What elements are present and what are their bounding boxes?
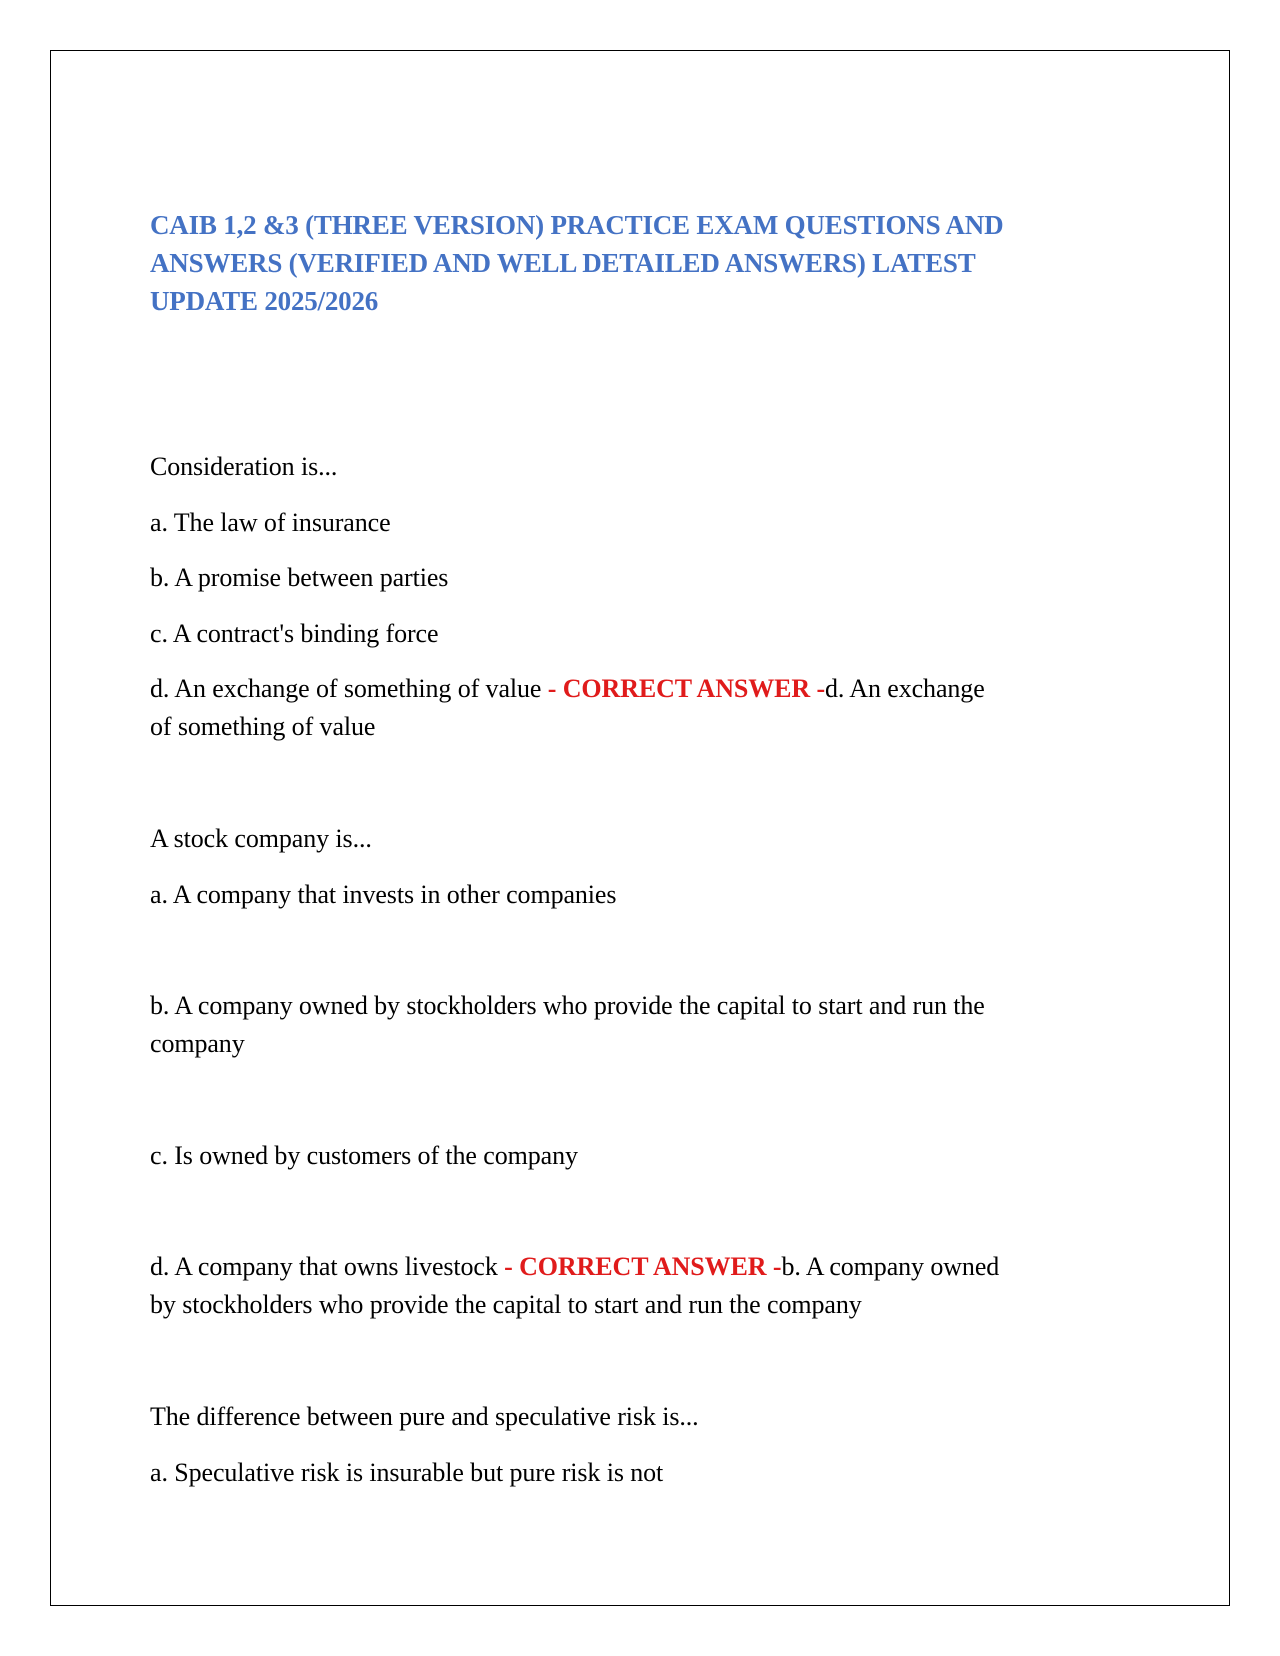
title-line: UPDATE 2025/2026 [150,286,379,316]
option-b: b. A promise between parties [150,563,449,592]
option-d: d. A company that owns livestock [150,1252,505,1281]
option-b: b. A company owned by stockholders who provide the capital to start and run the [150,991,985,1020]
option-d-with-answer [150,1248,1130,1324]
option-c: c. Is owned by customers of the company [150,1141,578,1170]
option-c: c. A contract's binding force [150,619,439,648]
correct-answer-marker: - CORRECT ANSWER - [547,674,826,703]
correct-answer-text: d. An exchange [825,674,985,703]
question-stem: The difference between pure and speculative risk is... [150,1402,699,1431]
correct-answer-text: b. A company owned [781,1252,1000,1281]
option-d-with-answer [150,670,1130,746]
option-b-continued: company [150,1029,245,1058]
document-body [150,206,1130,1487]
option-a: a. The law of insurance [150,508,391,537]
correct-answer-text-continued: of something of value [150,712,376,741]
question-stem: Consideration is... [150,452,338,481]
option-a: a. Speculative risk is insurable but pure risk is not [150,1458,664,1487]
option-d: d. An exchange of something of value [150,674,548,703]
title-line: CAIB 1,2 &3 (THREE VERSION) PRACTICE EXAM QUESTIONS AND [150,210,1004,240]
option-a: a. A company that invests in other companies [150,880,617,909]
correct-answer-marker: - CORRECT ANSWER - [504,1252,782,1281]
correct-answer-text-continued: by stockholders who provide the capital to start and run the company [150,1290,862,1319]
question-stem: A stock company is... [150,824,372,853]
title-line: ANSWERS (VERIFIED AND WELL DETAILED ANSWERS) LATEST [150,248,976,278]
document-title [150,206,1130,320]
